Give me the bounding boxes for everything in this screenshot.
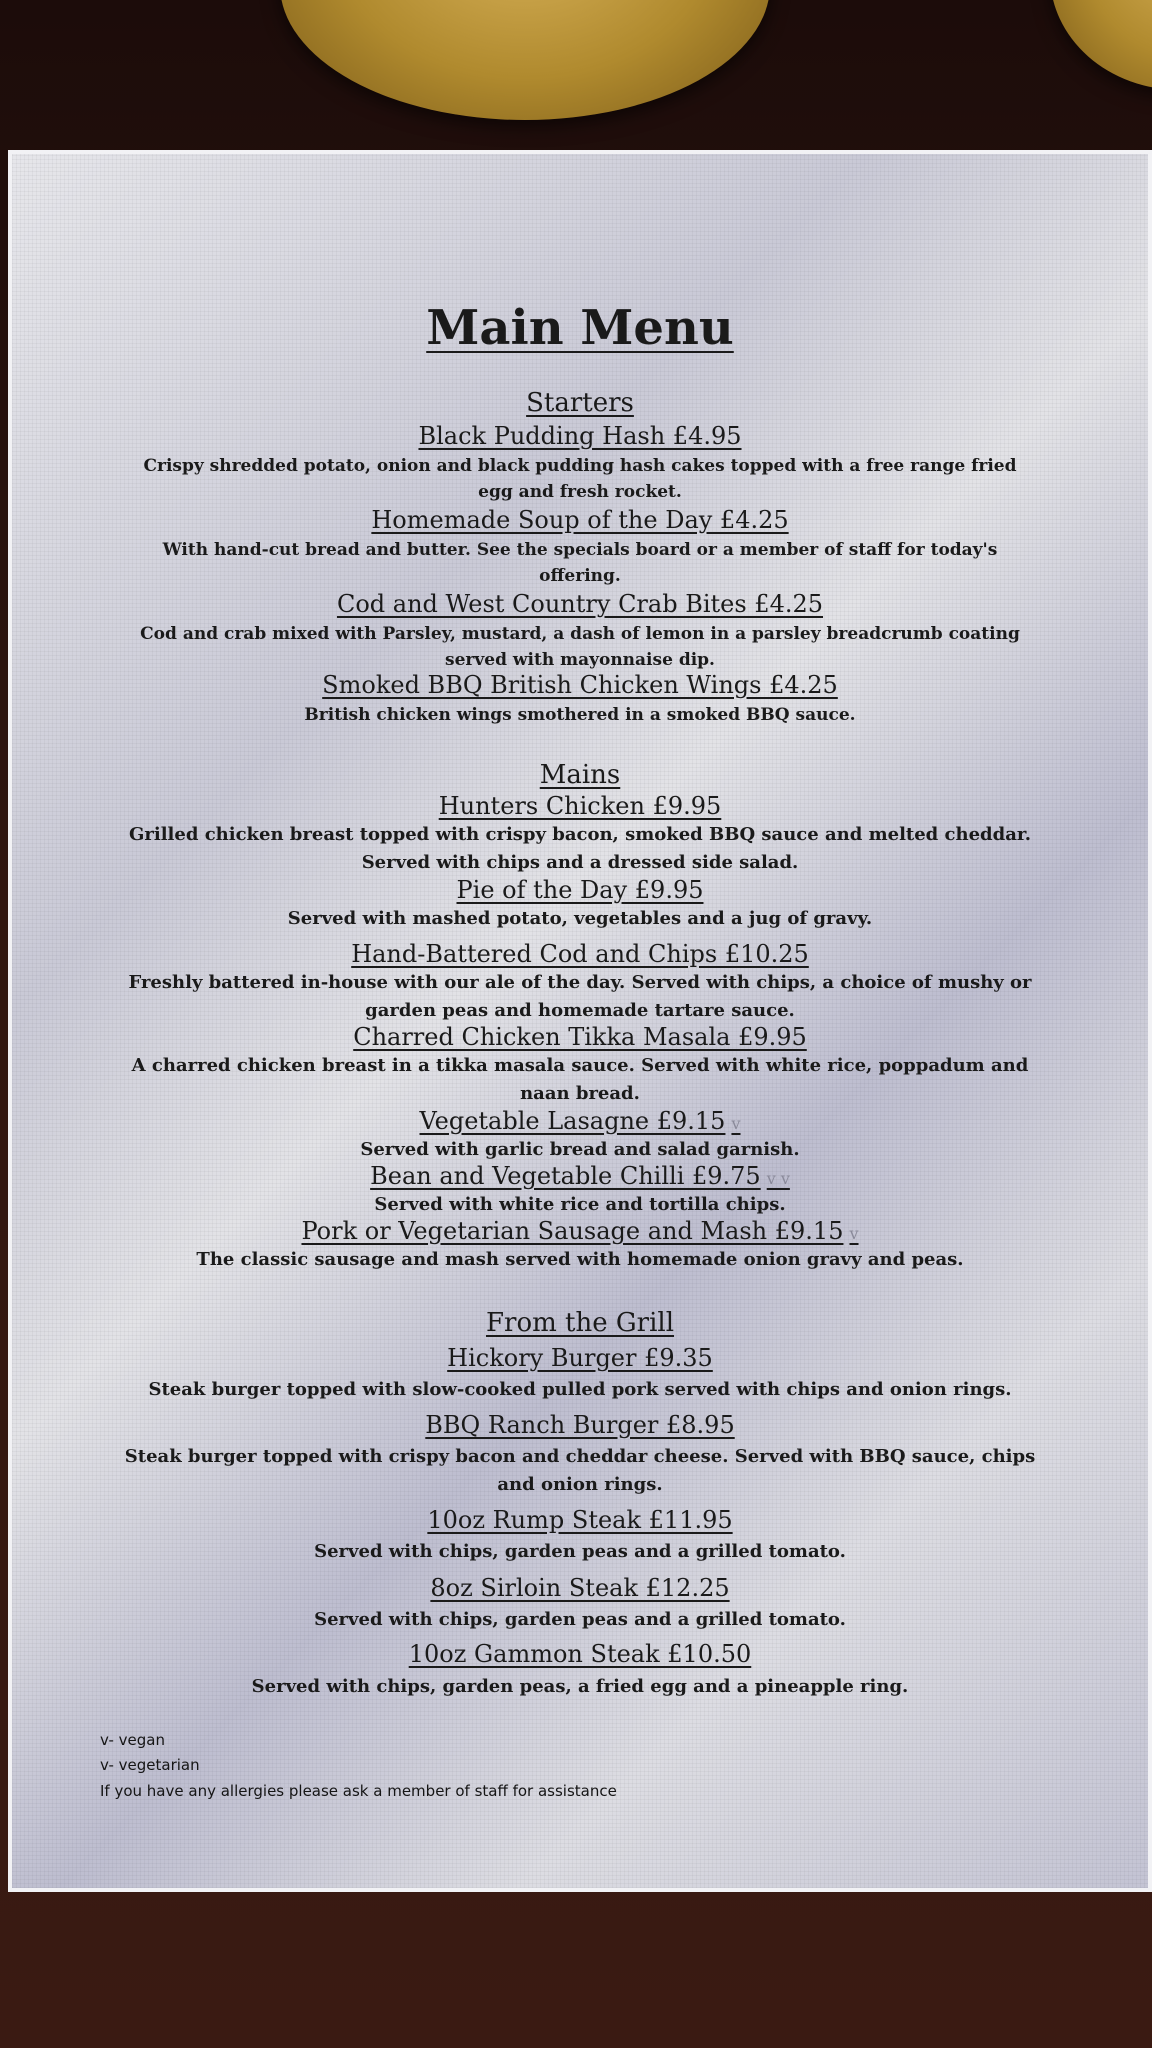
menu-item-description: Served with chips, garden peas and a grilled tomato. [314,1541,846,1562]
menu-item-description: Served with chips, garden peas, a fried egg and a pineapple ring. [251,1676,909,1697]
menu-item-name [8,1217,1152,1245]
legend-vegetarian: v- vegetarian [100,1756,200,1774]
menu-item-description: The classic sausage and mash served with homemade onion gravy and peas. [196,1249,964,1270]
section-heading-grill: From the Grill [485,1308,675,1338]
menu-item-name: Smoked BBQ British Chicken Wings £4.25 [322,671,838,699]
menu-item-description: British chicken wings smothered in a smoked BBQ sauce. [304,705,856,725]
menu-item-name [8,1162,1152,1190]
section-heading-starters: Starters [526,388,634,418]
menu-item-description: Grilled chicken breast topped with crispy bacon, smoked BBQ sauce and melted cheddar. Served with chips and a dressed side salad. [129,824,1031,873]
menu-item-name: Pie of the Day £9.95 [456,876,704,904]
section-heading-mains: Mains [539,760,621,790]
menu-item-description: Served with mashed potato, vegetables and a jug of gravy. [287,908,873,929]
legend-vegan: v- vegan [100,1731,165,1749]
vegetarian-mark-icon: v [731,1114,741,1133]
menu-item-description: A charred chicken breast in a tikka masala sauce. Served with white rice, poppadum and naan bread. [131,1055,1029,1104]
menu-item-name: Hickory Burger £9.35 [447,1344,713,1372]
menu-item-description: Served with white rice and tortilla chips. [374,1194,786,1215]
menu-item-name: BBQ Ranch Burger £8.95 [425,1411,735,1439]
vegan-mark-icon: v v [766,1169,790,1188]
menu-item-name: 10oz Rump Steak £11.95 [427,1506,733,1534]
menu-title: Main Menu [426,300,734,356]
menu-item-description: With hand-cut bread and butter. See the specials board or a member of staff for today's offering. [162,540,998,586]
menu-item-name: Hand-Battered Cod and Chips £10.25 [351,940,809,968]
menu-item-name: 8oz Sirloin Steak £12.25 [430,1574,730,1602]
menu-item-description: Served with garlic bread and salad garnish. [360,1139,800,1160]
menu-item-name-text: Vegetable Lasagne £9.15 [419,1107,726,1135]
menu-item-description: Crispy shredded potato, onion and black pudding hash cakes topped with a free range fried egg and fresh rocket. [143,456,1017,502]
menu-sheet [8,150,1152,1892]
menu-item-description: Freshly battered in-house with our ale of the day. Served with chips, a choice of mushy or garden peas and homemade tartare sauce. [128,972,1032,1021]
menu-item-name-text: Pork or Vegetarian Sausage and Mash £9.15 [301,1217,844,1245]
menu-item-description: Steak burger topped with slow-cooked pulled pork served with chips and onion rings. [148,1379,1012,1400]
menu-item-name: Homemade Soup of the Day £4.25 [371,506,789,534]
menu-item-name: 10oz Gammon Steak £10.50 [408,1640,752,1668]
menu-item-description: Steak burger topped with crispy bacon and cheddar cheese. Served with BBQ sauce, chips and onion rings. [124,1446,1036,1495]
menu-item-name [8,1107,1152,1135]
menu-item-name-text: Bean and Vegetable Chilli £9.75 [370,1162,761,1190]
menu-item-description: Served with chips, garden peas and a grilled tomato. [314,1609,846,1630]
menu-item-name: Black Pudding Hash £4.95 [418,422,742,450]
vegetarian-mark-icon: v [849,1224,859,1243]
menu-item-name: Hunters Chicken £9.95 [438,792,722,820]
menu-item-description: Cod and crab mixed with Parsley, mustard, a dash of lemon in a parsley breadcrumb coating served with mayonnaise dip. [140,624,1020,670]
menu-item-name: Charred Chicken Tikka Masala £9.95 [353,1023,807,1051]
allergy-notice: If you have any allergies please ask a member of staff for assistance [100,1782,617,1800]
menu-item-name: Cod and West Country Crab Bites £4.25 [336,590,824,618]
